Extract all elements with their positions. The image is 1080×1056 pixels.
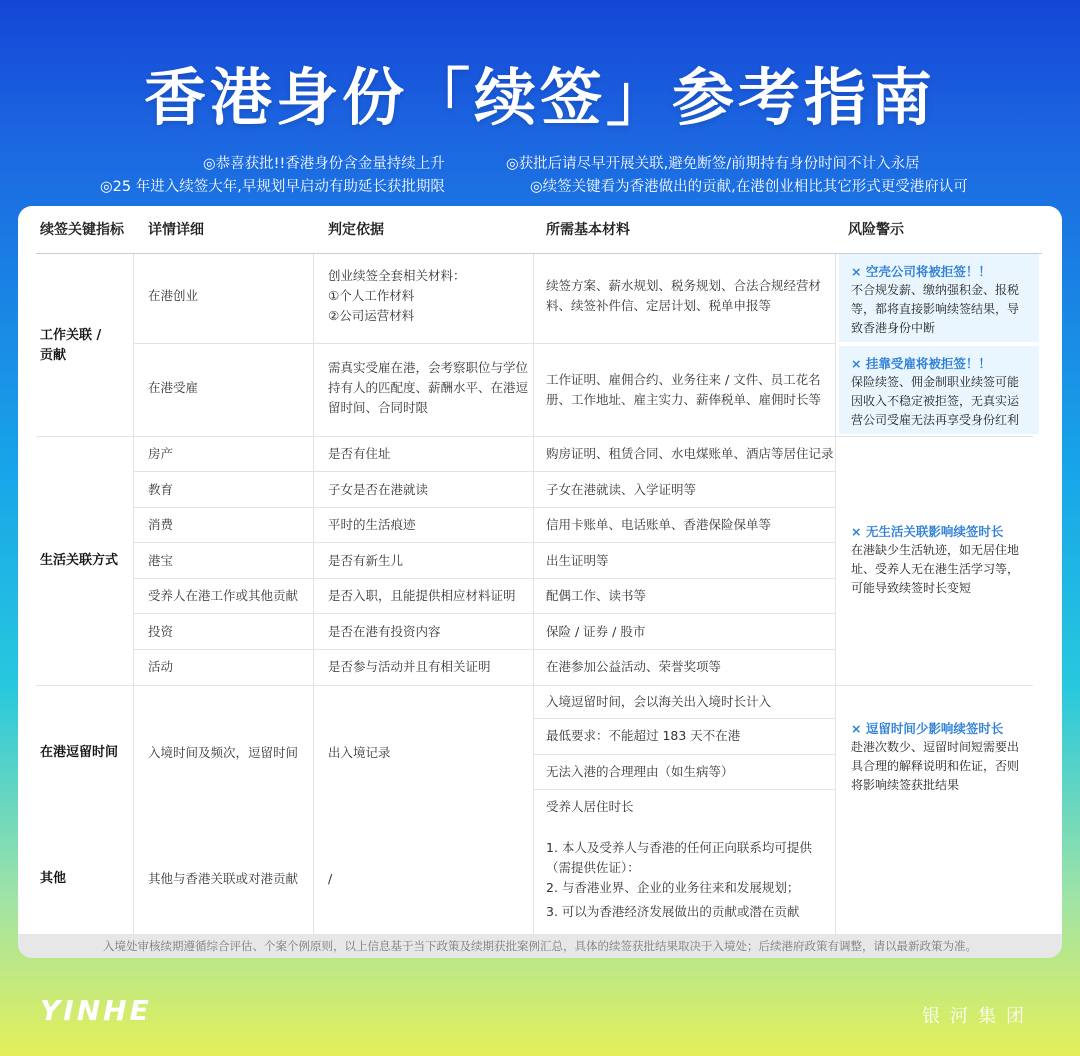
divider [36, 436, 1033, 437]
risk-warning [839, 254, 1039, 342]
materials-cell: 配偶工作、读书等 [546, 588, 647, 603]
materials-cell: 2. 与香港业界、企业的业务往来和发展规划； [546, 880, 800, 895]
highlight-4: ◎续签关键看为香港做出的贡献,在港创业相比其它形式更受港府认可 [530, 179, 968, 195]
footnote: 入境处审核续期遵循综合评估、个案个例原则，以上信息基于当下政策及续期获批案例汇总，具体的续签获批结果取决于入境处；后续港府政策有调整，请以最新政策为准。 [18, 934, 1062, 958]
risk-title: × 挂靠受雇将被拒签！！ [851, 356, 991, 371]
divider [533, 254, 534, 934]
materials-cell: 1. 本人及受养人与香港的任何正向联系均可提供 （需提供佐证）： [546, 840, 812, 875]
risk-text: 不合规发薪、缴纳强积金、报税等，都将直接影响续签结果，导致香港身份中断 [851, 283, 1020, 335]
detail-cell: 其他与香港关联或对港贡献 [148, 871, 299, 886]
basis-cell: 子女是否在港就读 [328, 482, 429, 497]
risk-title: × 无生活关联影响续签时长 [851, 524, 1004, 539]
divider [133, 542, 835, 543]
detail-cell: 港宝 [148, 553, 174, 568]
brand-name: 银河集团 [922, 1006, 1034, 1027]
basis-cell: 平时的生活痕迹 [328, 517, 416, 532]
risk-text: 在港缺少生活轨迹，如无居住地址、受养人无在港生活学习等，可能导致续签时长变短 [851, 543, 1020, 595]
highlight-1: ◎恭喜获批!!香港身份含金量持续上升 [203, 156, 445, 172]
guide-table [18, 206, 1062, 958]
basis-cell: 出入境记录 [328, 745, 391, 760]
divider [835, 254, 836, 934]
materials-cell: 在港参加公益活动、荣誉奖项等 [546, 659, 722, 674]
risk-text: 赴港次数少、逗留时间短需要出具合理的解释说明和佐证，否则将影响续签获批结果 [851, 740, 1020, 792]
basis-cell: 需真实受雇在港，会考察职位与学位持有人的匹配度、薪酬水平、在港逗留时间、合同时限 [328, 360, 529, 415]
risk-text: 保险续签、佣金制职业续签可能因收入不稳定被拒签，无真实运营公司受雇无法再享受身份红利 [851, 375, 1020, 427]
divider [133, 471, 835, 472]
highlight-3: ◎25 年进入续签大年,早规划早启动有助延长获批期限 [100, 179, 445, 195]
basis-cell: 是否有新生儿 [328, 553, 404, 568]
materials-cell: 3. 可以为香港经济发展做出的贡献或潜在贡献 [546, 904, 800, 919]
detail-cell: 受养人在港工作或其他贡献 [148, 588, 299, 603]
detail-cell: 教育 [148, 482, 174, 497]
materials-cell: 受养人居住时长 [546, 799, 634, 814]
basis-cell: 是否有住址 [328, 446, 391, 461]
divider [133, 613, 835, 614]
highlight-2: ◎获批后请尽早开展关联,避免断签/前期持有身份时间不计入永居 [506, 156, 920, 172]
detail-cell: 房产 [148, 446, 174, 461]
detail-cell: 在港创业 [148, 288, 199, 303]
divider [133, 649, 835, 650]
header-detail: 详情详细 [148, 222, 204, 238]
divider [313, 254, 314, 934]
category-life: 生活关联方式 [40, 553, 119, 568]
detail-cell: 投资 [148, 624, 174, 639]
company-logo: YINHE [40, 994, 152, 1027]
risk-title: × 逗留时间少影响续签时长 [851, 721, 1004, 736]
category-stay: 在港逗留时间 [40, 745, 119, 760]
materials-cell: 保险 / 证券 / 股市 [546, 624, 646, 639]
category-work: 工作关联 / 贡献 [40, 328, 102, 363]
divider [133, 254, 134, 934]
divider [133, 578, 835, 579]
basis-cell: / [328, 871, 333, 886]
detail-cell: 消费 [148, 517, 174, 532]
risk-warning [839, 346, 1039, 434]
category-other: 其他 [40, 871, 67, 886]
materials-cell: 最低要求：不能超过 183 天不在港 [546, 728, 741, 743]
page-title: 香港身份「续签」参考指南 [143, 61, 936, 134]
materials-cell: 购房证明、租赁合同、水电煤账单、酒店等居住记录 [546, 446, 834, 461]
basis-cell: 是否在港有投资内容 [328, 624, 441, 639]
header-indicator: 续签关键指标 [40, 222, 124, 238]
risk-title: × 空壳公司将被拒签！！ [851, 264, 991, 279]
detail-cell: 入境时间及频次，逗留时间 [148, 745, 299, 760]
materials-cell: 无法入港的合理理由（如生病等） [546, 764, 734, 779]
materials-cell: 工作证明、雇佣合约、业务往来 / 文件、员工花名册、工作地址、雇主实力、薪俸税单、雇佣时长等 [546, 372, 822, 407]
divider [533, 718, 835, 719]
divider [533, 754, 835, 755]
materials-cell: 出生证明等 [546, 553, 609, 568]
risk-warning [839, 687, 1039, 934]
divider [133, 343, 835, 344]
materials-cell: 子女在港就读、入学证明等 [546, 482, 697, 497]
basis-cell: 是否参与活动并且有相关证明 [328, 659, 491, 674]
risk-warning [839, 438, 1039, 683]
materials-cell: 信用卡账单、电话账单、香港保险保单等 [546, 517, 772, 532]
basis-cell: 创业续签全套相关材料： ①个人工作材料 ②公司运营材料 [328, 268, 466, 323]
basis-cell: 是否入职，且能提供相应材料证明 [328, 588, 516, 603]
header-materials: 所需基本材料 [546, 222, 630, 238]
divider [133, 507, 835, 508]
divider [36, 685, 1033, 686]
header-basis: 判定依据 [328, 222, 384, 238]
detail-cell: 在港受雇 [148, 380, 199, 395]
header-risk: 风险警示 [848, 222, 904, 238]
divider [533, 789, 835, 790]
materials-cell: 入境逗留时间，会以海关出入境时长计入 [546, 694, 772, 709]
detail-cell: 活动 [148, 659, 174, 674]
materials-cell: 续签方案、薪水规划、税务规划、合法合规经营材料、续签补件信、定居计划、税单申报等 [546, 278, 822, 313]
